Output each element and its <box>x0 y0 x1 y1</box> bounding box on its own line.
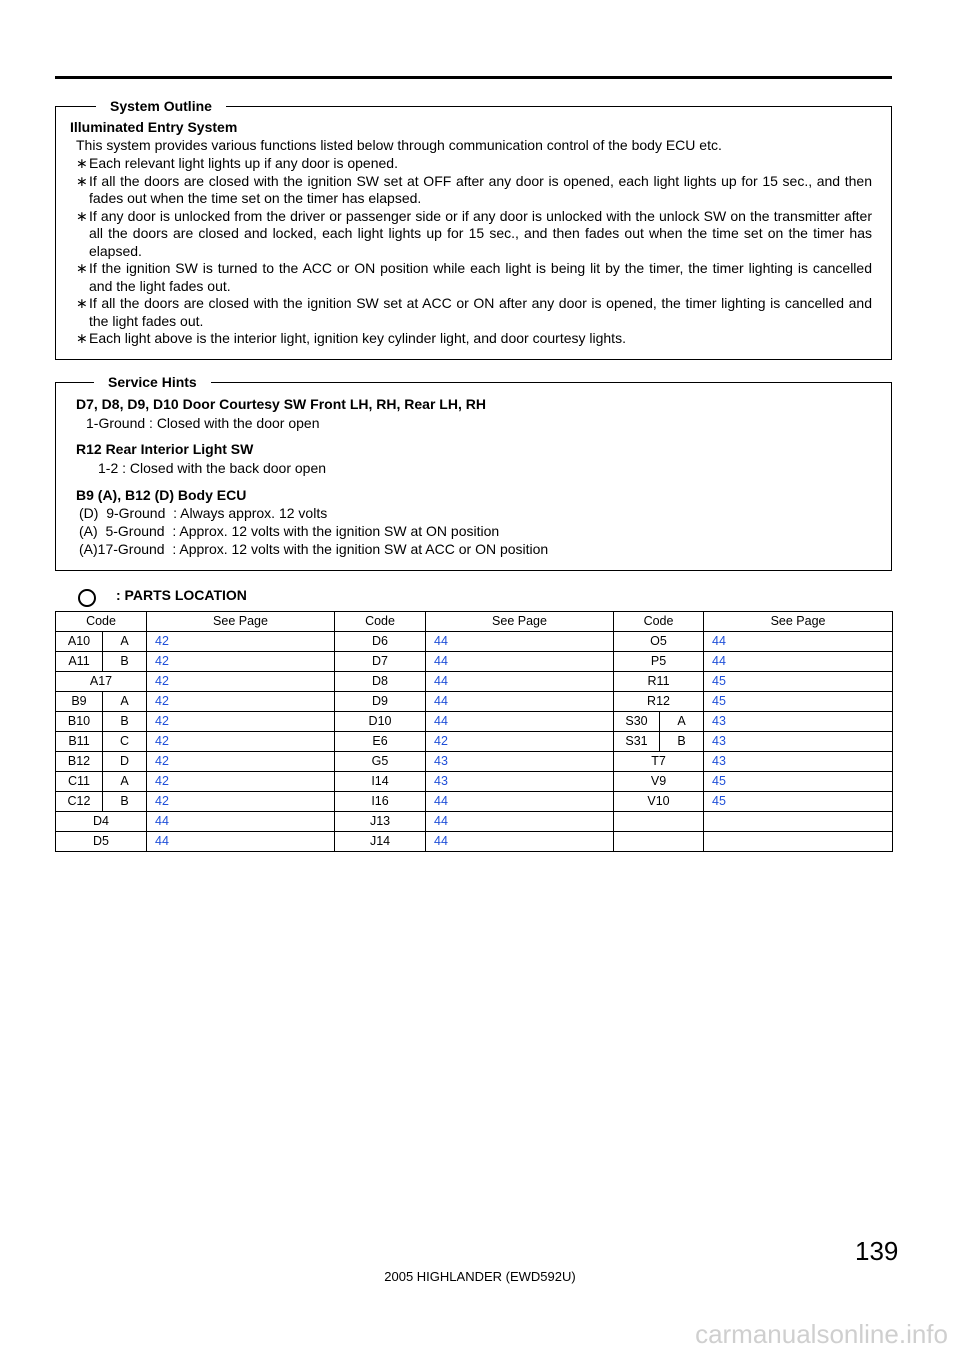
part-code-suffix: A <box>103 692 147 712</box>
outline-bullet <box>76 330 872 348</box>
part-code: A17 <box>56 672 147 692</box>
part-code: D10 <box>335 712 426 732</box>
see-page-link <box>704 812 893 832</box>
see-page-link[interactable]: 45 <box>704 772 893 792</box>
service-hints-title: Service Hints <box>94 372 211 392</box>
see-page-link[interactable]: 44 <box>426 632 614 652</box>
see-page-link[interactable]: 45 <box>704 692 893 712</box>
hint-line: 1-Ground : Closed with the door open <box>86 415 320 431</box>
outline-bullet <box>76 295 872 330</box>
part-code: D5 <box>56 832 147 852</box>
part-code: A11 <box>56 652 103 672</box>
part-code-suffix: A <box>103 632 147 652</box>
outline-bullet <box>76 155 872 173</box>
see-page-link[interactable]: 44 <box>147 832 335 852</box>
part-code: D6 <box>335 632 426 652</box>
part-code-suffix: A <box>660 712 704 732</box>
see-page-link[interactable]: 44 <box>426 812 614 832</box>
hint-heading-rear-interior: R12 Rear Interior Light SW <box>76 441 254 457</box>
see-page-link[interactable]: 43 <box>426 772 614 792</box>
outline-bullet-text: Each light above is the interior light, ignition key cylinder light, and door courtesy lights. <box>89 330 626 346</box>
see-page-link[interactable]: 42 <box>147 792 335 812</box>
header-code: Code <box>614 612 704 632</box>
parts-location-label: : PARTS LOCATION <box>116 587 247 603</box>
see-page-link[interactable]: 44 <box>426 652 614 672</box>
part-code: B11 <box>56 732 103 752</box>
part-code: G5 <box>335 752 426 772</box>
table-row <box>56 692 893 712</box>
table-row <box>56 772 893 792</box>
part-code-suffix: B <box>660 732 704 752</box>
header-see-page: See Page <box>426 612 614 632</box>
see-page-link[interactable]: 42 <box>147 652 335 672</box>
part-code: S31 <box>614 732 660 752</box>
outline-bullet-text: If all the doors are closed with the ignition SW set at OFF after any door is opened, each light lights up for 15 sec., and then fades out when the time set on the timer has elapsed. <box>89 172 872 206</box>
part-code: R11 <box>614 672 704 692</box>
part-code: D7 <box>335 652 426 672</box>
table-row <box>56 632 893 652</box>
bullet-mark: ∗ <box>76 295 88 311</box>
outline-bullet-text: If all the doors are closed with the ignition SW set at ACC or ON after any door is opened, the timer lighting is cancelled and the light fades out. <box>89 295 872 329</box>
see-page-link[interactable]: 44 <box>426 712 614 732</box>
part-code: D4 <box>56 812 147 832</box>
part-code: I16 <box>335 792 426 812</box>
top-rule <box>55 76 892 79</box>
outline-intro: This system provides various functions listed below through communication control of the body ECU etc. <box>76 137 722 153</box>
table-row <box>56 732 893 752</box>
bullet-mark: ∗ <box>76 155 88 171</box>
part-code: A10 <box>56 632 103 652</box>
system-outline-box <box>55 98 892 360</box>
outline-bullet <box>76 172 872 208</box>
see-page-link <box>704 832 893 852</box>
see-page-link[interactable]: 42 <box>147 692 335 712</box>
see-page-link[interactable]: 42 <box>147 672 335 692</box>
part-code: B10 <box>56 712 103 732</box>
part-code-suffix: D <box>103 752 147 772</box>
see-page-link[interactable]: 44 <box>426 672 614 692</box>
part-code: C11 <box>56 772 103 792</box>
page-number: 139 <box>855 1236 899 1266</box>
part-code-suffix: C <box>103 732 147 752</box>
see-page-link[interactable]: 44 <box>704 652 893 672</box>
hint-heading-body-ecu: B9 (A), B12 (D) Body ECU <box>76 487 247 503</box>
part-code: J14 <box>335 832 426 852</box>
see-page-link[interactable]: 43 <box>704 712 893 732</box>
watermark: carmanualsonline.info <box>695 1319 948 1349</box>
service-hints-box <box>55 374 892 571</box>
header-see-page: See Page <box>704 612 893 632</box>
table-row <box>56 652 893 672</box>
bullet-mark: ∗ <box>76 172 88 189</box>
parts-location-table <box>55 611 893 852</box>
hint-line: (A) 5-Ground : Approx. 12 volts with the ignition SW at ON position <box>79 523 500 539</box>
part-code: P5 <box>614 652 704 672</box>
part-code: V9 <box>614 772 704 792</box>
part-code: C12 <box>56 792 103 812</box>
hint-line: (A)17-Ground : Approx. 12 volts with the ignition SW at ACC or ON position <box>79 541 549 557</box>
hint-line: 1-2 : Closed with the back door open <box>98 460 327 476</box>
table-row <box>56 752 893 772</box>
circle-icon <box>78 589 96 607</box>
bullet-mark: ∗ <box>76 207 88 224</box>
header-see-page: See Page <box>147 612 335 632</box>
part-code-suffix: A <box>103 772 147 792</box>
see-page-link[interactable]: 42 <box>147 732 335 752</box>
outline-bullet <box>76 260 872 295</box>
see-page-link[interactable]: 43 <box>704 752 893 772</box>
hint-line: (D) 9-Ground : Always approx. 12 volts <box>79 505 328 521</box>
bullet-mark: ∗ <box>76 330 88 346</box>
outline-bullet-text: Each relevant light lights up if any door is opened. <box>89 155 398 171</box>
part-code: I14 <box>335 772 426 792</box>
see-page-link[interactable]: 44 <box>147 812 335 832</box>
footer-model: 2005 HIGHLANDER (EWD592U) <box>384 1269 576 1284</box>
see-page-link[interactable]: 42 <box>147 712 335 732</box>
part-code <box>614 812 704 832</box>
hint-heading-door-courtesy: D7, D8, D9, D10 Door Courtesy SW Front LH, RH, Rear LH, RH <box>76 396 486 412</box>
system-outline-title: System Outline <box>96 96 226 116</box>
see-page-link[interactable]: 43 <box>426 752 614 772</box>
table-row <box>56 712 893 732</box>
see-page-link[interactable]: 44 <box>426 792 614 812</box>
part-code: J13 <box>335 812 426 832</box>
see-page-link[interactable]: 43 <box>704 732 893 752</box>
outline-bullet-text: If any door is unlocked from the driver or passenger side or if any door is unlocked with the unlock SW on the transmitter after all the doors are closed and locked, each light lights up for 15 sec., and then fades out when the time set on the timer has elapsed. <box>89 207 872 259</box>
part-code-suffix: B <box>103 712 147 732</box>
part-code: R12 <box>614 692 704 712</box>
outline-heading: Illuminated Entry System <box>70 119 238 135</box>
part-code: T7 <box>614 752 704 772</box>
part-code: S30 <box>614 712 660 732</box>
see-page-link[interactable]: 45 <box>704 672 893 692</box>
table-row <box>56 832 893 852</box>
see-page-link[interactable]: 42 <box>147 752 335 772</box>
table-row <box>56 812 893 832</box>
see-page-link[interactable]: 45 <box>704 792 893 812</box>
table-row <box>56 672 893 692</box>
see-page-link[interactable]: 42 <box>147 772 335 792</box>
header-code: Code <box>335 612 426 632</box>
part-code <box>614 832 704 852</box>
bullet-mark: ∗ <box>76 260 88 276</box>
part-code: D9 <box>335 692 426 712</box>
part-code: V10 <box>614 792 704 812</box>
part-code: B12 <box>56 752 103 772</box>
see-page-link[interactable]: 44 <box>426 832 614 852</box>
table-header-row <box>56 612 893 632</box>
part-code: E6 <box>335 732 426 752</box>
outline-bullet-text: If the ignition SW is turned to the ACC or ON position while each light is being lit by the timer, the timer lighting is cancelled and the light fades out. <box>89 260 872 294</box>
header-code: Code <box>56 612 147 632</box>
part-code: D8 <box>335 672 426 692</box>
part-code-suffix: B <box>103 652 147 672</box>
see-page-link[interactable]: 44 <box>426 692 614 712</box>
outline-bullet <box>76 207 872 261</box>
table-row <box>56 792 893 812</box>
part-code: B9 <box>56 692 103 712</box>
part-code: O5 <box>614 632 704 652</box>
see-page-link[interactable]: 42 <box>147 632 335 652</box>
see-page-link[interactable]: 44 <box>704 632 893 652</box>
see-page-link[interactable]: 42 <box>426 732 614 752</box>
part-code-suffix: B <box>103 792 147 812</box>
